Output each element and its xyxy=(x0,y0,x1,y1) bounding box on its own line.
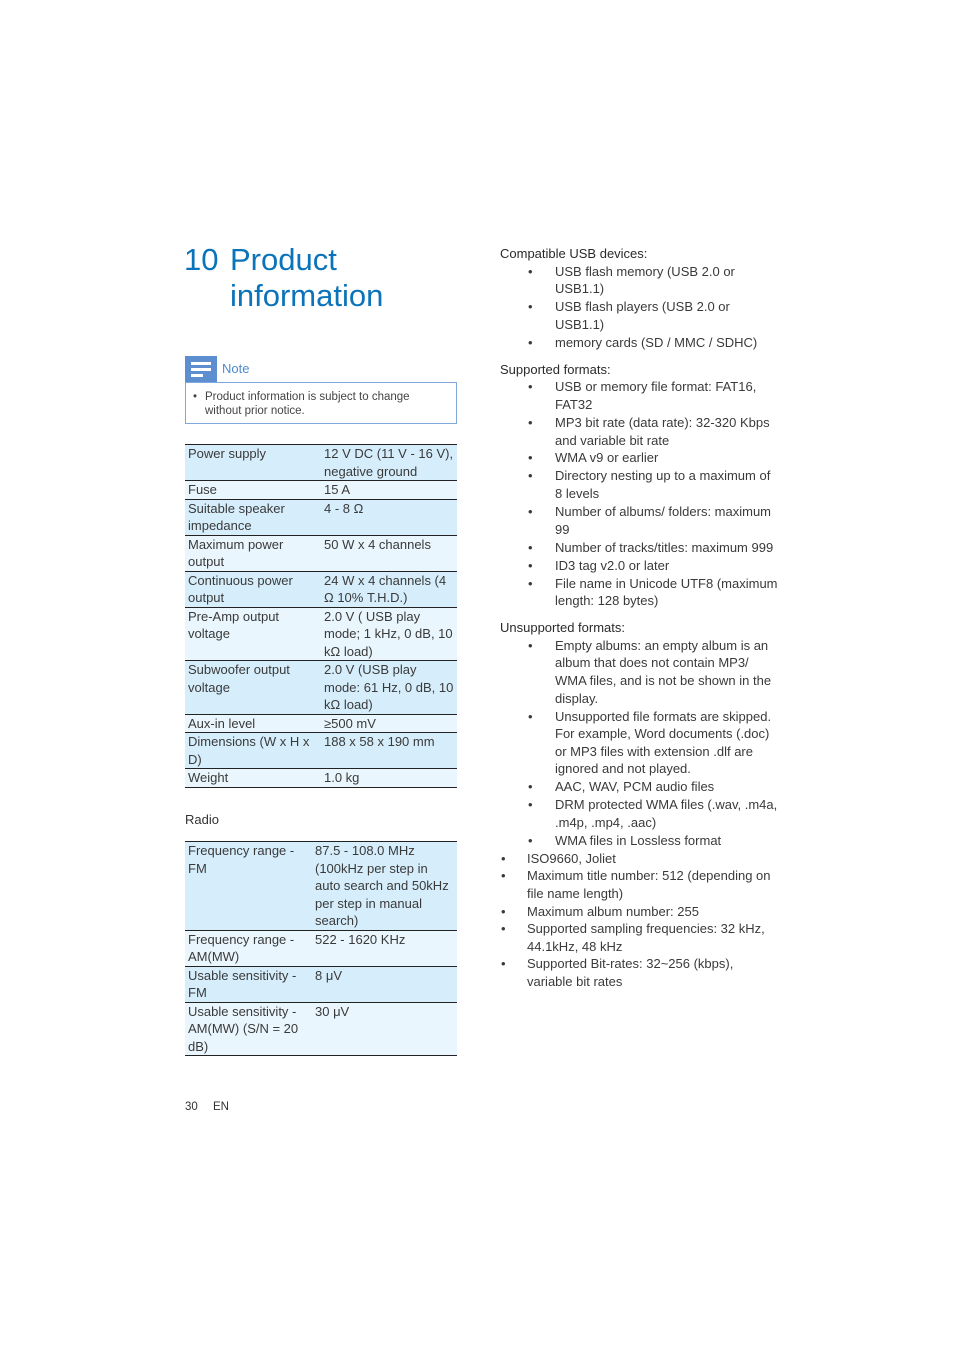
spec-value: 2.0 V ( USB play mode; 1 kHz, 0 dB, 10 kΩ load) xyxy=(321,607,457,661)
spec-value: 188 x 58 x 190 mm xyxy=(321,733,457,769)
radio-value: 8 μV xyxy=(312,966,457,1002)
list-item: • MP3 bit rate (data rate): 32-320 Kbps and variable bit rate xyxy=(500,414,780,449)
list-item: • WMA files in Lossless format xyxy=(500,832,780,850)
list-item: • ID3 tag v2.0 or later xyxy=(500,557,780,575)
spec-value: 2.0 V (USB play mode: 61 Hz, 0 dB, 10 kΩ load) xyxy=(321,661,457,715)
radio-value: 522 - 1620 KHz xyxy=(312,930,457,966)
list-item: • Maximum title number: 512 (depending on file name length) xyxy=(500,867,780,902)
note-label: Note xyxy=(222,361,250,376)
list-item: • File name in Unicode UTF8 (maximum length: 128 bytes) xyxy=(500,575,780,610)
specs-table xyxy=(185,444,457,788)
chapter-number: 10 xyxy=(184,242,219,277)
radio-row xyxy=(185,966,457,1002)
spec-label: Subwoofer output voltage xyxy=(185,661,321,715)
spec-value: 15 A xyxy=(321,481,457,500)
list-item: • Directory nesting up to a maximum of 8 levels xyxy=(500,467,780,502)
spec-row xyxy=(185,661,457,715)
list-item: • AAC, WAV, PCM audio files xyxy=(500,778,780,796)
list-item: • Supported sampling frequencies: 32 kHz, 44.1kHz, 48 kHz xyxy=(500,920,780,955)
spec-value: 4 - 8 Ω xyxy=(321,499,457,535)
list-item: • USB flash players (USB 2.0 or USB1.1) xyxy=(500,298,780,333)
list-item: • Empty albums: an empty album is an album that does not contain MP3/ WMA files, and is not be shown in the display. xyxy=(500,637,780,707)
spec-value: 24 W x 4 channels (4 Ω 10% T.H.D.) xyxy=(321,571,457,607)
spec-label: Maximum power output xyxy=(185,535,321,571)
right-column xyxy=(500,245,780,991)
radio-table xyxy=(185,841,457,1056)
note-header xyxy=(185,356,457,382)
list-item: • USB or memory file format: FAT16, FAT32 xyxy=(500,378,780,413)
radio-label: Frequency range - AM(MW) xyxy=(185,930,312,966)
radio-value: 87.5 - 108.0 MHz (100kHz per step in auto search and 50kHz per step in manual search) xyxy=(312,842,457,931)
spec-row xyxy=(185,445,457,481)
spec-value: ≥500 mV xyxy=(321,714,457,733)
list-item: • Number of albums/ folders: maximum 99 xyxy=(500,503,780,538)
spec-row xyxy=(185,607,457,661)
spec-label: Pre-Amp output voltage xyxy=(185,607,321,661)
spec-value: 50 W x 4 channels xyxy=(321,535,457,571)
list-item: • DRM protected WMA files (.wav, .m4a, .m4p, .mp4, .aac) xyxy=(500,796,780,831)
spec-row xyxy=(185,499,457,535)
radio-label: Radio xyxy=(185,812,219,827)
spec-row xyxy=(185,481,457,500)
page-title: Product information xyxy=(230,242,384,313)
list-item: • memory cards (SD / MMC / SDHC) xyxy=(500,334,780,352)
supported-title: Supported formats: xyxy=(500,361,611,377)
note-icon xyxy=(185,356,217,382)
spec-row xyxy=(185,733,457,769)
spec-row xyxy=(185,535,457,571)
list-item: • WMA v9 or earlier xyxy=(500,449,780,467)
spec-row xyxy=(185,769,457,788)
radio-row xyxy=(185,1002,457,1056)
unsupported-title: Unsupported formats: xyxy=(500,620,626,636)
note-box xyxy=(185,382,457,424)
spec-value: 1.0 kg xyxy=(321,769,457,788)
spec-row xyxy=(185,571,457,607)
spec-label: Suitable speaker impedance xyxy=(185,499,321,535)
radio-label: Usable sensitivity - FM xyxy=(185,966,312,1002)
language-code: EN xyxy=(213,1101,229,1113)
spec-label: Dimensions (W x H x D) xyxy=(185,733,321,769)
radio-row xyxy=(185,930,457,966)
usb-list xyxy=(500,263,780,352)
spec-label: Continuous power output xyxy=(185,571,321,607)
spec-row xyxy=(185,714,457,733)
spec-value: 12 V DC (11 V - 16 V), negative ground xyxy=(321,445,457,481)
supported-list xyxy=(500,378,780,609)
spec-label: Weight xyxy=(185,769,321,788)
list-item: • ISO9660, Joliet xyxy=(500,850,780,868)
usb-title: Compatible USB devices: xyxy=(500,246,648,261)
page-number: 30 xyxy=(185,1101,198,1113)
list-item: • USB flash memory (USB 2.0 or USB1.1) xyxy=(500,263,780,298)
note-text: Product information is subject to change without prior notice. xyxy=(205,391,410,417)
spec-label: Fuse xyxy=(185,481,321,500)
list-item: • Maximum album number: 255 xyxy=(500,903,780,921)
list-item: • Number of tracks/titles: maximum 999 xyxy=(500,539,780,557)
note-bullet: • xyxy=(193,391,198,403)
radio-label: Usable sensitivity - AM(MW) (S/N = 20 dB) xyxy=(185,1002,312,1056)
radio-label: Frequency range - FM xyxy=(185,842,312,931)
radio-value: 30 μV xyxy=(312,1002,457,1056)
spec-label: Power supply xyxy=(185,445,321,481)
spec-label: Aux-in level xyxy=(185,714,321,733)
general-list xyxy=(500,850,780,991)
list-item: • Unsupported file formats are skipped. For example, Word documents (.doc) or MP3 files with extension .dlf are ignored and not played. xyxy=(500,708,780,778)
list-item: • Supported Bit-rates: 32~256 (kbps), variable bit rates xyxy=(500,955,780,990)
unsupported-list xyxy=(500,637,780,850)
radio-row xyxy=(185,842,457,931)
